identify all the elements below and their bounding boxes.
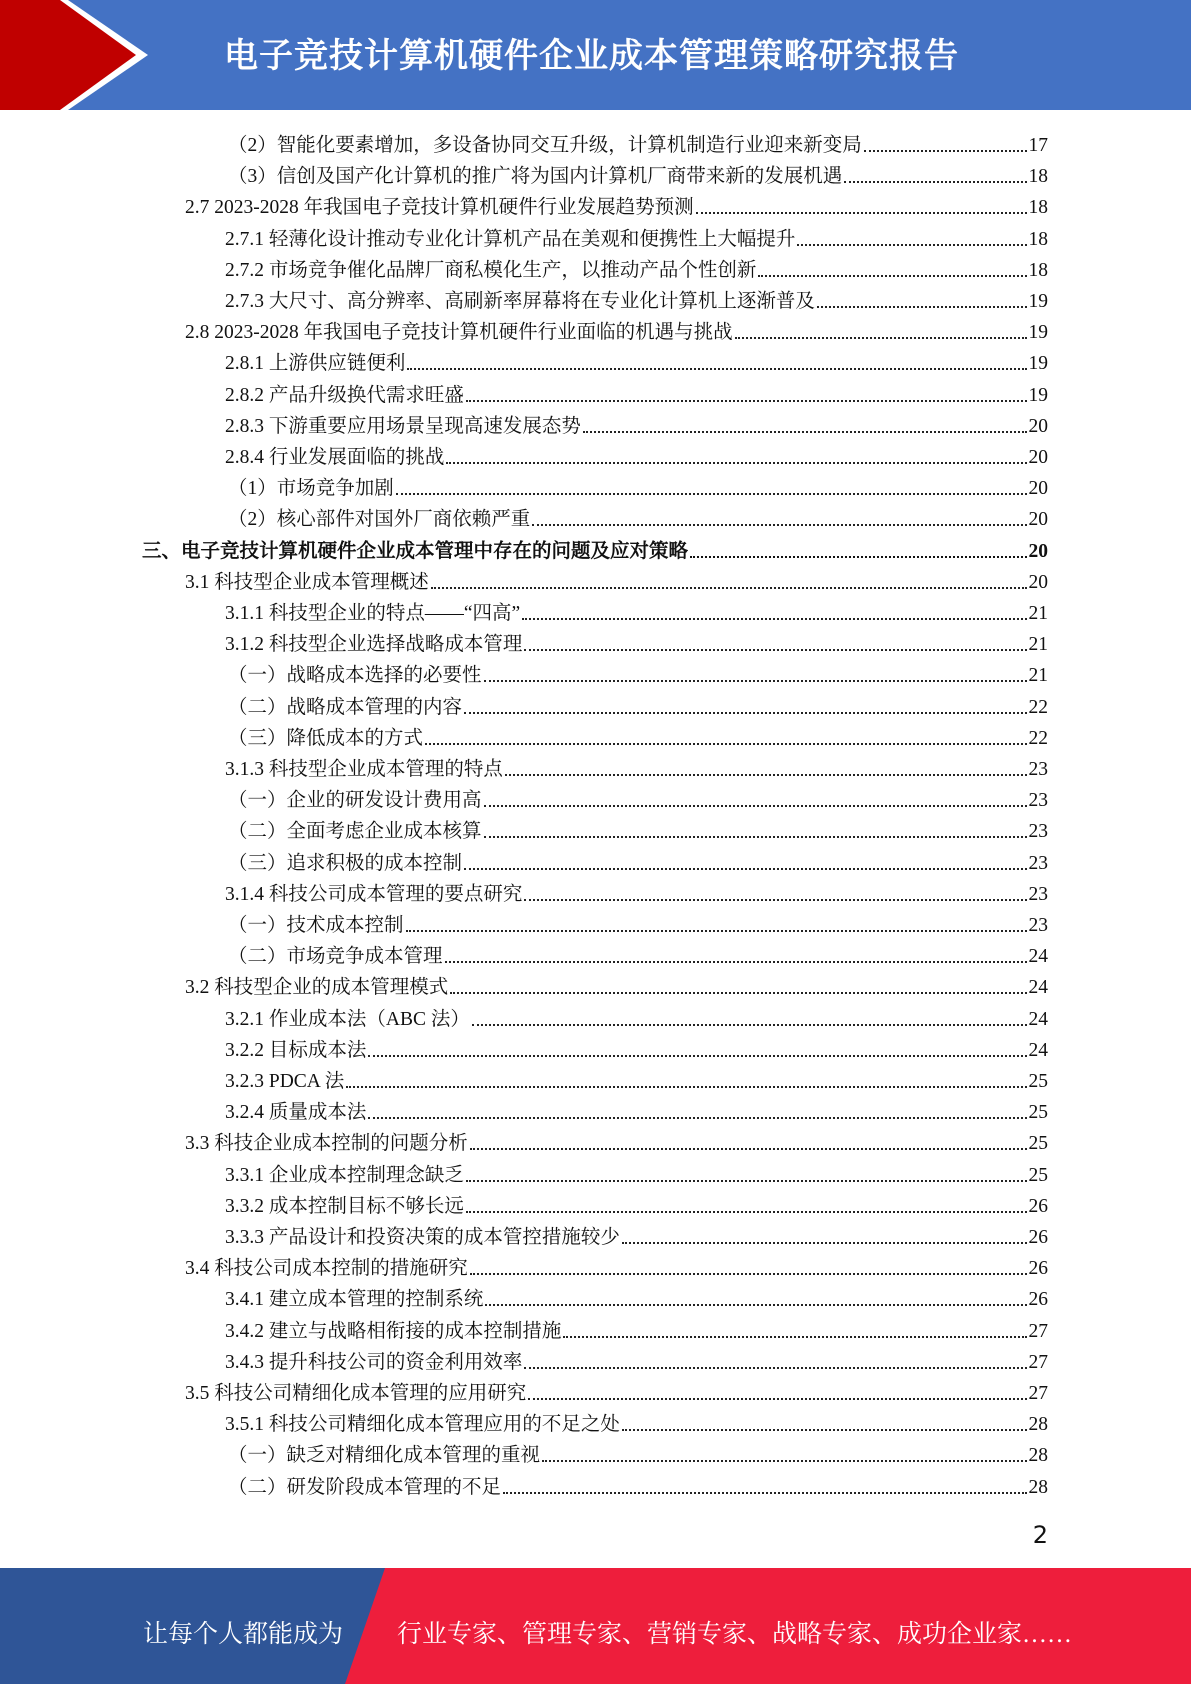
toc-entry-page: 19 <box>1028 291 1048 312</box>
toc-entry-page: 23 <box>1028 915 1048 936</box>
toc-entry[interactable] <box>228 689 1048 720</box>
toc-dot-leader <box>528 1397 1026 1400</box>
toc-entry-title: （2）智能化要素增加，多设备协同交互升级，计算机制造行业迎来新变局 <box>228 135 862 156</box>
toc-entry-page: 20 <box>1028 478 1048 500</box>
toc-dot-leader <box>466 1210 1027 1213</box>
toc-entry[interactable] <box>228 657 1048 688</box>
toc-entry-title: （2）核心部件对国外厂商依赖严重 <box>228 509 531 531</box>
toc-entry[interactable] <box>228 782 1048 813</box>
toc-dot-leader <box>622 1428 1027 1431</box>
toc-entry[interactable] <box>225 626 1048 657</box>
toc-entry[interactable] <box>228 938 1048 969</box>
footer-slogan-right: 行业专家、管理专家、营销专家、战略专家、成功企业家…… <box>397 1621 1073 1648</box>
toc-dot-leader <box>817 305 1027 308</box>
toc-dot-leader <box>524 898 1026 901</box>
toc-entry-title: （一）技术成本控制 <box>228 915 404 936</box>
toc-entry-title: 3.3 科技企业成本控制的问题分析 <box>185 1133 468 1155</box>
toc-entry[interactable] <box>225 283 1048 314</box>
toc-entry-title: 3.4 科技公司成本控制的措施研究 <box>185 1258 468 1280</box>
toc-dot-leader <box>524 648 1026 651</box>
toc-entry-title: 3.3.3 产品设计和投资决策的成本管控措施较少 <box>225 1227 620 1248</box>
toc-dot-leader <box>797 243 1026 246</box>
toc-dot-leader <box>346 1085 1026 1088</box>
toc-entry-page: 26 <box>1028 1227 1048 1248</box>
toc-entry-page: 17 <box>1028 135 1048 156</box>
toc-dot-leader <box>864 149 1027 152</box>
toc-dot-leader <box>368 1054 1026 1057</box>
toc-entry[interactable] <box>185 1250 1048 1281</box>
toc-entry-title: （二）战略成本管理的内容 <box>228 696 463 718</box>
toc-dot-leader <box>445 960 1027 963</box>
toc-entry[interactable] <box>225 1406 1048 1437</box>
page-number: 2 <box>1032 1521 1048 1549</box>
toc-entry[interactable] <box>225 408 1048 439</box>
toc-entry-title: 2.8.2 产品升级换代需求旺盛 <box>225 384 464 406</box>
toc-entry-title: 2.8.4 行业发展面临的挑战 <box>225 447 445 468</box>
toc-entry-page: 26 <box>1028 1289 1048 1311</box>
toc-entry[interactable] <box>225 1157 1048 1188</box>
toc-dot-leader <box>484 679 1027 682</box>
toc-entry-title: 2.8 2023-2028 年我国电子竞技计算机硬件行业面临的机遇与挑战 <box>185 322 733 344</box>
toc-entry-title: 3.4.2 建立与战略相衔接的成本控制措施 <box>225 1320 562 1342</box>
toc-dot-leader <box>622 1241 1027 1244</box>
toc-entry[interactable] <box>225 1032 1048 1063</box>
toc-entry[interactable] <box>228 127 1048 158</box>
toc-entry-title: （1）市场竞争加剧 <box>228 478 394 500</box>
toc-entry[interactable] <box>225 876 1048 907</box>
toc-entry-page: 25 <box>1028 1071 1048 1092</box>
toc-dot-leader <box>503 1491 1026 1494</box>
toc-entry-title: 2.7 2023-2028 年我国电子竞技计算机硬件行业发展趋势预测 <box>185 197 694 219</box>
toc-entry-title: 3.1.2 科技型企业选择战略成本管理 <box>225 634 523 656</box>
toc-entry-page: 20 <box>1028 447 1048 468</box>
toc-dot-leader <box>470 1147 1027 1150</box>
toc-entry-title: （一）缺乏对精细化成本管理的重视 <box>228 1445 541 1467</box>
toc-entry-page: 27 <box>1028 1320 1048 1342</box>
toc-entry-page: 21 <box>1028 634 1048 656</box>
toc-dot-leader <box>505 773 1027 776</box>
toc-entry[interactable] <box>225 1094 1048 1125</box>
toc-entry-page: 21 <box>1028 603 1048 624</box>
toc-entry-page: 21 <box>1028 665 1048 687</box>
toc-dot-leader <box>466 399 1027 402</box>
toc-dot-leader <box>406 929 1027 932</box>
toc-entry[interactable] <box>228 158 1048 189</box>
toc-dot-leader <box>464 711 1026 714</box>
toc-entry[interactable] <box>225 595 1048 626</box>
toc-entry[interactable] <box>225 1281 1048 1312</box>
toc-entry[interactable] <box>228 1469 1048 1500</box>
toc-entry[interactable] <box>228 720 1048 751</box>
toc-entry-title: 3.2.1 作业成本法（ABC 法） <box>225 1008 470 1030</box>
toc-entry-page: 20 <box>1028 415 1048 437</box>
toc-dot-leader <box>466 1179 1027 1182</box>
toc-entry-page: 24 <box>1028 1039 1048 1061</box>
toc-entry-title: （3）信创及国产化计算机的推广将为国内计算机厂商带来新的发展机遇 <box>228 166 843 188</box>
page-header <box>0 0 1191 110</box>
toc-entry-page: 23 <box>1028 790 1048 812</box>
toc-entry-page: 23 <box>1028 852 1048 874</box>
toc-entry[interactable] <box>185 564 1048 595</box>
toc-entry-page: 24 <box>1028 1008 1048 1030</box>
toc-entry[interactable] <box>225 345 1048 376</box>
footer-slogan-left: 让每个人都能成为 <box>143 1621 344 1648</box>
toc-dot-leader <box>696 211 1027 214</box>
toc-entry-title: 3.3.1 企业成本控制理念缺乏 <box>225 1164 464 1186</box>
toc-entry[interactable] <box>225 1001 1048 1032</box>
toc-dot-leader <box>522 617 1026 620</box>
toc-entry-title: 3.2.3 PDCA 法 <box>225 1071 345 1092</box>
toc-dot-leader <box>484 835 1027 838</box>
toc-entry[interactable] <box>225 1188 1048 1219</box>
toc-entry-page: 20 <box>1028 540 1048 562</box>
toc-entry-title: 3.1 科技型企业成本管理概述 <box>185 571 429 593</box>
toc-dot-leader <box>450 991 1026 994</box>
toc-entry-page: 24 <box>1028 946 1048 968</box>
toc-dot-leader <box>485 1303 1026 1306</box>
toc-dot-leader <box>735 336 1027 339</box>
toc-entry-page: 25 <box>1028 1164 1048 1186</box>
toc-entry[interactable] <box>225 1313 1048 1344</box>
toc-dot-leader <box>542 1459 1026 1462</box>
toc-entry-page: 22 <box>1028 696 1048 718</box>
toc-entry-page: 24 <box>1028 977 1048 999</box>
toc-entry[interactable] <box>225 221 1048 252</box>
toc-dot-leader <box>563 1335 1026 1338</box>
toc-entry-page: 27 <box>1028 1351 1048 1373</box>
toc-entry-page: 18 <box>1028 228 1048 250</box>
toc-entry-title: 2.7.2 市场竞争催化品牌厂商私模化生产，以推动产品个性创新 <box>225 259 757 281</box>
toc-entry-page: 22 <box>1028 727 1048 749</box>
toc-dot-leader <box>464 867 1026 870</box>
toc-entry[interactable] <box>228 845 1048 876</box>
toc-entry-title: 3.3.2 成本控制目标不够长远 <box>225 1195 464 1217</box>
toc-entry-page: 28 <box>1028 1476 1048 1498</box>
toc-entry-page: 19 <box>1028 353 1048 375</box>
toc-entry[interactable] <box>225 439 1048 470</box>
toc-entry[interactable] <box>225 1063 1048 1094</box>
toc-entry-page: 25 <box>1028 1102 1048 1124</box>
toc-entry[interactable] <box>225 1344 1048 1375</box>
toc-entry-page: 26 <box>1028 1258 1048 1280</box>
toc-dot-leader <box>524 1366 1026 1369</box>
toc-dot-leader <box>532 523 1026 526</box>
toc-dot-leader <box>431 586 1027 589</box>
toc-entry[interactable] <box>228 813 1048 844</box>
toc-entry-page: 19 <box>1028 384 1048 406</box>
toc-entry-page: 28 <box>1028 1414 1048 1436</box>
toc-entry-title: 3.1.3 科技型企业成本管理的特点 <box>225 759 503 780</box>
toc-entry-title: 3.5 科技公司精细化成本管理的应用研究 <box>185 1383 527 1404</box>
toc-entry-page: 27 <box>1028 1383 1048 1404</box>
toc-dot-leader <box>484 804 1027 807</box>
toc-entry[interactable] <box>185 189 1048 220</box>
toc-dot-leader <box>368 1116 1026 1119</box>
toc-entry[interactable] <box>185 969 1048 1000</box>
toc-entry-title: 3.2 科技型企业的成本管理模式 <box>185 977 449 999</box>
toc-entry[interactable] <box>225 252 1048 283</box>
toc-entry-page: 20 <box>1028 509 1048 531</box>
toc-entry-title: （一）战略成本选择的必要性 <box>228 665 482 687</box>
toc-entry-title: 3.4.1 建立成本管理的控制系统 <box>225 1289 484 1311</box>
toc-entry-title: 2.7.3 大尺寸、高分辨率、高刷新率屏幕将在专业化计算机上逐渐普及 <box>225 291 815 312</box>
toc-entry-title: （二）全面考虑企业成本核算 <box>228 821 482 843</box>
toc-entry-title: （二）研发阶段成本管理的不足 <box>228 1476 502 1498</box>
toc-entry-page: 28 <box>1028 1445 1048 1467</box>
toc-entry[interactable] <box>185 1125 1048 1156</box>
toc-entry[interactable] <box>225 377 1048 408</box>
toc-entry-page: 23 <box>1028 821 1048 843</box>
toc-entry[interactable] <box>228 501 1048 532</box>
toc-dot-leader <box>844 180 1026 183</box>
toc-entry-page: 18 <box>1028 197 1048 219</box>
page-footer <box>0 1568 1191 1684</box>
toc-entry-title: 3.1.1 科技型企业的特点——“四高” <box>225 603 521 624</box>
toc-dot-leader <box>446 461 1026 464</box>
toc-entry-page: 25 <box>1028 1133 1048 1155</box>
toc-dot-leader <box>583 430 1027 433</box>
document-title: 电子竞技计算机硬件企业成本管理策略研究报告 <box>224 36 959 76</box>
toc-dot-leader <box>425 742 1026 745</box>
toc-entry-title: 2.8.3 下游重要应用场景呈现高速发展态势 <box>225 415 581 437</box>
toc-entry-page: 18 <box>1028 166 1048 188</box>
toc-entry-page: 20 <box>1028 571 1048 593</box>
toc-entry-page: 19 <box>1028 322 1048 344</box>
toc-entry-title: 3.5.1 科技公司精细化成本管理应用的不足之处 <box>225 1414 620 1436</box>
toc-entry-title: 3.4.3 提升科技公司的资金利用效率 <box>225 1351 523 1373</box>
toc-entry-title: 2.8.1 上游供应链便利 <box>225 353 406 375</box>
toc-entry[interactable] <box>228 907 1048 938</box>
toc-entry[interactable] <box>225 1219 1048 1250</box>
toc-entry[interactable] <box>228 470 1048 501</box>
toc-entry-page: 23 <box>1028 883 1048 905</box>
toc-entry-page: 23 <box>1028 759 1048 780</box>
toc-entry[interactable] <box>185 314 1048 345</box>
toc-entry[interactable] <box>142 533 1048 564</box>
toc-entry-title: （三）追求积极的成本控制 <box>228 852 463 874</box>
toc-entry-page: 18 <box>1028 259 1048 281</box>
toc-dot-leader <box>396 492 1027 495</box>
toc-dot-leader <box>758 274 1026 277</box>
toc-entry[interactable] <box>185 1375 1048 1406</box>
toc-dot-leader <box>470 1272 1027 1275</box>
toc-entry-title: 三、电子竞技计算机硬件企业成本管理中存在的问题及应对策略 <box>142 540 689 562</box>
toc-dot-leader <box>407 367 1026 370</box>
toc-entry-title: 3.1.4 科技公司成本管理的要点研究 <box>225 883 523 905</box>
toc-entry-title: （二）市场竞争成本管理 <box>228 946 443 968</box>
toc-entry-title: 3.2.2 目标成本法 <box>225 1039 367 1061</box>
toc-entry[interactable] <box>228 1437 1048 1468</box>
toc-entry-title: （一）企业的研发设计费用高 <box>228 790 482 812</box>
toc-entry-title: 3.2.4 质量成本法 <box>225 1102 367 1124</box>
toc-entry-page: 26 <box>1028 1195 1048 1217</box>
toc-entry-title: （三）降低成本的方式 <box>228 727 424 749</box>
toc-entry[interactable] <box>225 751 1048 782</box>
toc-entry-title: 2.7.1 轻薄化设计推动专业化计算机产品在美观和便携性上大幅提升 <box>225 228 796 250</box>
toc-dot-leader <box>472 1023 1027 1026</box>
toc-dot-leader <box>690 555 1026 558</box>
